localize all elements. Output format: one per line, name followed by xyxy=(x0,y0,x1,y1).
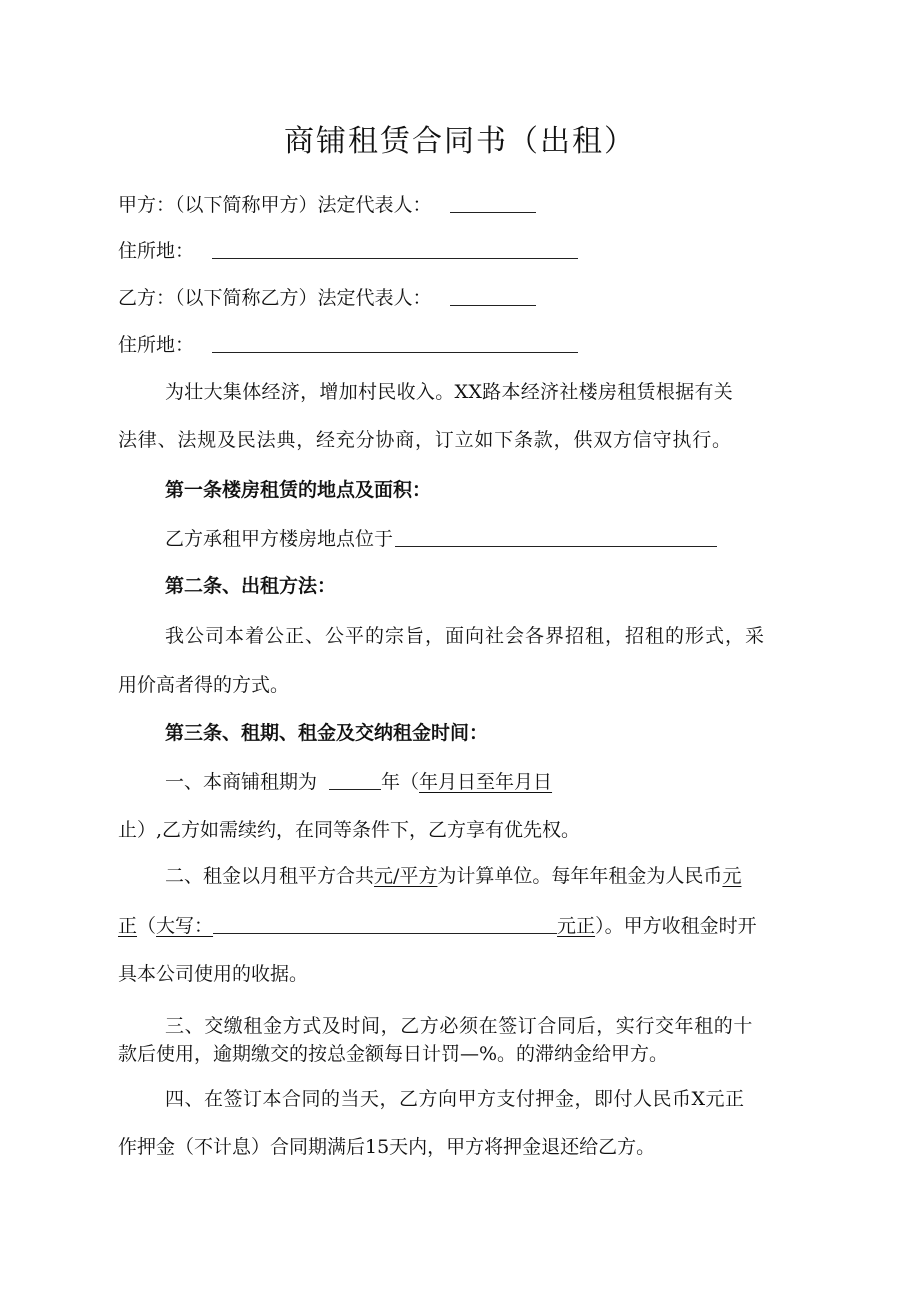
party-b-representative-field[interactable] xyxy=(450,285,536,306)
clause-2-prefix: 二、租金以月租平方合共 xyxy=(165,865,375,887)
address-a-line xyxy=(118,238,578,263)
intro-line-2: 法律、法规及民法典，经充分协商，订立如下条款，供双方信守执行。 xyxy=(118,429,732,451)
amount-in-words-field[interactable] xyxy=(213,913,557,934)
address-a-label: 住所地： xyxy=(118,240,195,262)
article-1-body xyxy=(165,526,717,551)
party-a-line xyxy=(118,192,536,217)
clause-2-line-3: 具本公司使用的收据。 xyxy=(118,963,309,985)
party-a-label: 甲方：（以下简称甲方）法定代表人： xyxy=(118,194,432,216)
clause-1-line-1 xyxy=(165,769,552,794)
party-a-representative-field[interactable] xyxy=(450,192,536,213)
article-1-heading: 第一条楼房租赁的地点及面积： xyxy=(165,479,432,501)
clause-4-line-1: 四、在签订本合同的当天，乙方向甲方支付押金，即付人民币X元正 xyxy=(165,1088,745,1110)
clause-1-line-2: 止）,乙方如需续约，在同等条件下，乙方享有优先权。 xyxy=(118,819,581,841)
lease-term-field[interactable] xyxy=(329,769,381,790)
article-1-location-label: 乙方承租甲方楼房地点位于 xyxy=(165,528,394,550)
clause-3-line-1: 三、交缴租金方式及时间，乙方必须在签订合同后，实行交年租的十 xyxy=(165,1015,754,1037)
clause-1-prefix: 一、本商铺租期为 xyxy=(165,771,318,793)
intro-line-1: 为壮大集体经济，增加村民收入。XX路本经济社楼房租赁根据有关 xyxy=(165,381,734,403)
clause-2-yuan: 元 xyxy=(722,865,742,887)
clause-2-rest: ）。甲方收租金时开 xyxy=(595,915,757,937)
page-title: 商铺租赁合同书（出租） xyxy=(284,124,636,159)
clause-2-daxie: 大写： xyxy=(156,915,214,937)
address-b-field[interactable] xyxy=(212,332,578,353)
clause-4-line-2: 作押金（不计息）合同期满后15天内，甲方将押金退还给乙方。 xyxy=(118,1136,656,1158)
clause-2-yuan-zheng: 元正 xyxy=(557,915,596,937)
party-b-label: 乙方：（以下简称乙方）法定代表人： xyxy=(118,287,432,309)
article-2-line-1: 我公司本着公正、公平的宗旨，面向社会各界招租，招租的形式，采 xyxy=(165,625,766,647)
address-a-field[interactable] xyxy=(212,238,578,259)
clause-3-line-2: 款后使用，逾期缴交的按总金额每日计罚—%。的滞纳金给甲方。 xyxy=(118,1043,669,1065)
clause-2-line-1 xyxy=(165,864,741,888)
article-2-line-2: 用价高者得的方式。 xyxy=(118,674,290,696)
article-3-heading: 第三条、租期、租金及交纳租金时间： xyxy=(165,722,489,744)
location-field[interactable] xyxy=(395,526,717,547)
clause-1-mid: 年（ xyxy=(381,771,420,793)
address-b-label: 住所地： xyxy=(118,334,195,356)
address-b-line xyxy=(118,332,578,357)
clause-2-zheng: 正 xyxy=(118,915,138,937)
clause-2-unit: 元/平方 xyxy=(374,865,438,887)
clause-2-paren: （ xyxy=(137,915,157,937)
article-2-heading: 第二条、出租方法： xyxy=(165,575,337,597)
clause-2-line-2 xyxy=(118,913,757,938)
party-b-line xyxy=(118,285,536,310)
clause-2-mid: 为计算单位。每年年租金为人民币 xyxy=(437,865,723,887)
lease-dates: 年月日至年月日 xyxy=(419,771,553,793)
